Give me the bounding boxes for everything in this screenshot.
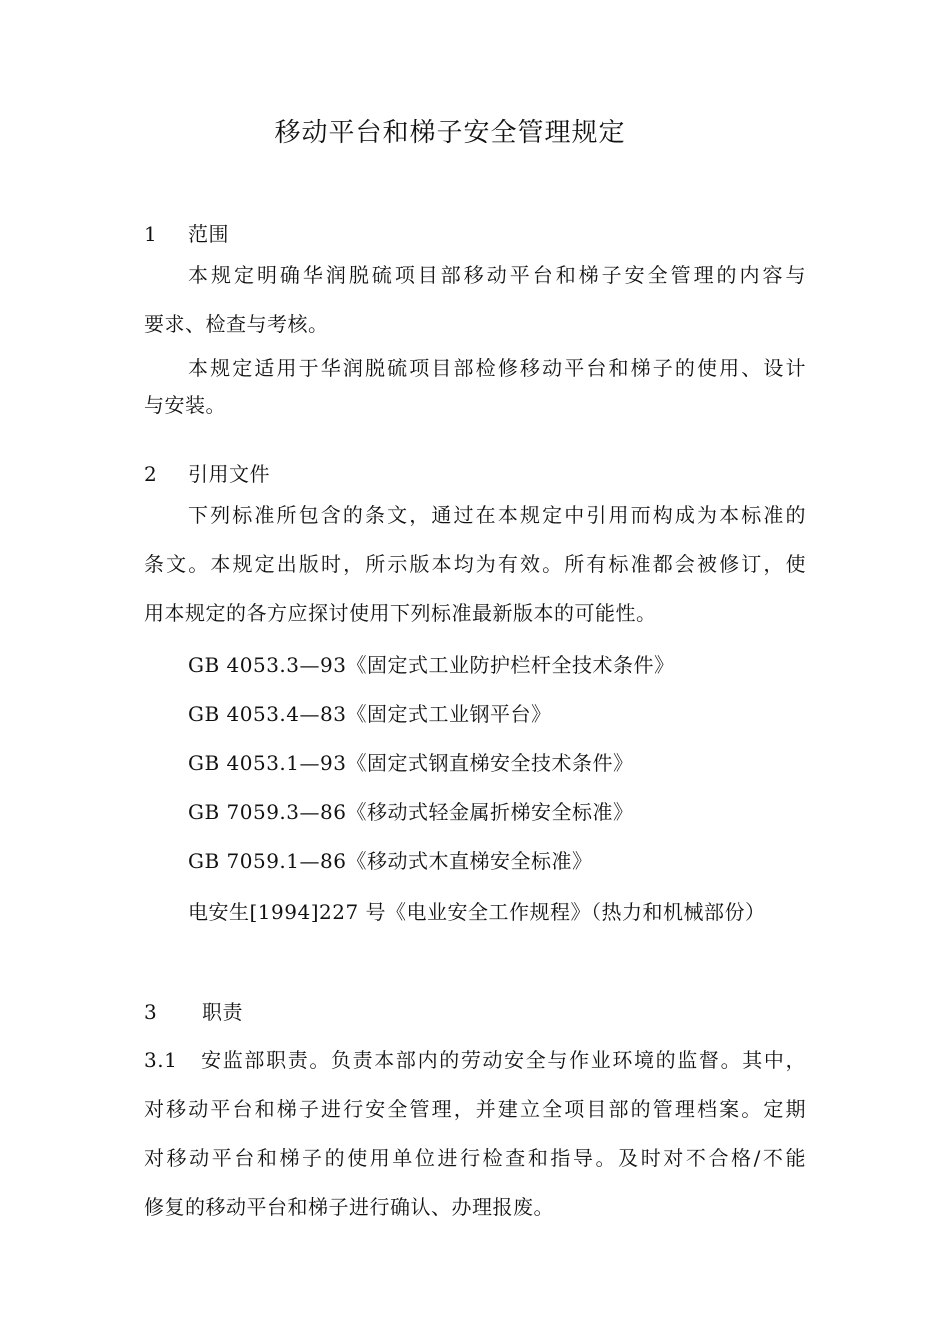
paragraph-line: 对移动平台和梯子的使用单位进行检查和指导。及时对不合格/不能 [144, 1146, 806, 1170]
paragraph-line: 用本规定的各方应探讨使用下列标准最新版本的可能性。 [144, 601, 657, 625]
paragraph-line: 本规定明确华润脱硫项目部移动平台和梯子安全管理的内容与 [188, 263, 806, 287]
section-number: 3 [144, 1000, 158, 1024]
reference-item: GB 7059.3—86《移动式轻金属折梯安全标准》 [188, 800, 634, 824]
section-number: 1 [144, 222, 158, 246]
paragraph-line: 修复的移动平台和梯子进行确认、办理报废。 [144, 1195, 554, 1219]
paragraph-line: 下列标准所包含的条文，通过在本规定中引用而构成为本标准的 [188, 503, 806, 527]
paragraph-text: 安监部职责。负责本部内的劳动安全与作业环境的监督。其中， [200, 1048, 806, 1072]
reference-item: GB 4053.3—93《固定式工业防护栏杆全技术条件》 [188, 653, 675, 677]
subsection-number: 3.1 [144, 1048, 178, 1072]
paragraph-line: 与安装。 [144, 393, 226, 417]
reference-item: GB 4053.4—83《固定式工业钢平台》 [188, 702, 552, 726]
section-1-heading [144, 218, 229, 247]
paragraph-line: 条文。本规定出版时，所示版本均为有效。所有标准都会被修订，使 [144, 552, 806, 576]
section-title: 引用文件 [188, 462, 270, 486]
paragraph-line: 要求、检查与考核。 [144, 312, 329, 336]
paragraph-line: 对移动平台和梯子进行安全管理，并建立全项目部的管理档案。定期 [144, 1097, 806, 1121]
paragraph-line: 本规定适用于华润脱硫项目部检修移动平台和梯子的使用、设计 [188, 356, 806, 380]
section-title: 范围 [188, 222, 229, 246]
document-title: 移动平台和梯子安全管理规定 [274, 118, 626, 148]
section-title: 职责 [202, 1000, 243, 1024]
subsection-3-1-line [144, 1044, 806, 1073]
reference-item: GB 4053.1—93《固定式钢直梯安全技术条件》 [188, 751, 634, 775]
reference-item: GB 7059.1—86《移动式木直梯安全标准》 [188, 849, 593, 873]
section-2-heading [144, 458, 270, 487]
section-number: 2 [144, 462, 158, 486]
section-3-heading [144, 996, 243, 1025]
reference-item: 电安生[1994]227 号《电业安全工作规程》（热力和机械部份） [188, 900, 766, 924]
